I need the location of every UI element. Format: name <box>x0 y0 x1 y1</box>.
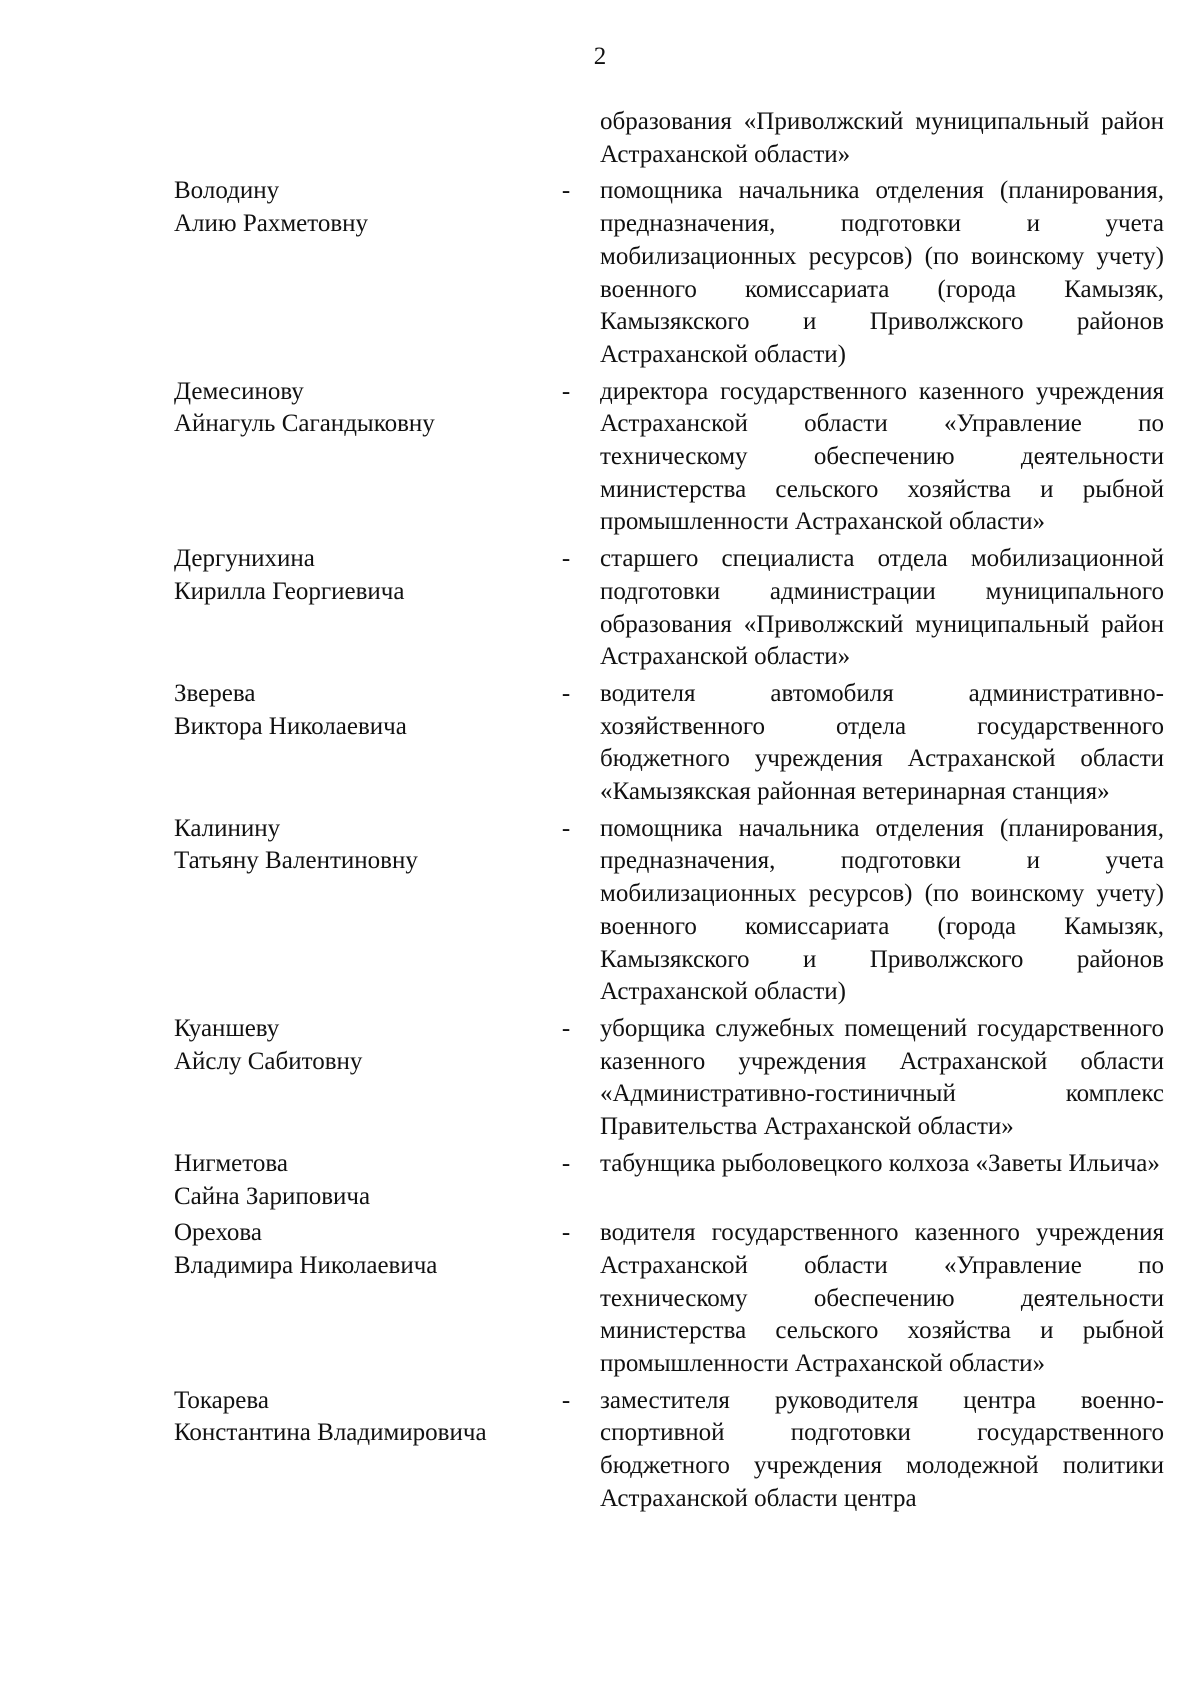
person-name <box>174 543 552 608</box>
dash-separator: - <box>561 1386 571 1414</box>
list-item <box>174 1013 1163 1144</box>
person-name <box>174 813 552 878</box>
continuation-text: образования «Приволжский муниципальный район Астраханской области» <box>600 108 1164 168</box>
continuation-row <box>174 106 1163 171</box>
dash-separator: - <box>561 377 571 405</box>
given-names: Айнагуль Сагандыковну <box>174 410 435 438</box>
list-item <box>174 376 1163 540</box>
position-description: заместителя руководителя центра военно-спортивной подготовки государственного бюджетного учреждения молодежной политики Астраханской области центра <box>600 1386 1164 1512</box>
surname: Куаншеву <box>174 1014 280 1042</box>
given-names: Владимира Николаевича <box>174 1251 438 1279</box>
dash-separator: - <box>561 1149 571 1177</box>
person-name <box>174 1148 552 1213</box>
position-description: уборщика служебных помещений государственного казенного учреждения Астраханской области «Административно-гостиничный комплекс Правительства Астраханской области» <box>600 1014 1164 1141</box>
list-item <box>174 678 1163 809</box>
person-name <box>174 1013 552 1078</box>
surname: Орехова <box>174 1219 262 1247</box>
list-item <box>174 1385 1163 1516</box>
person-name <box>174 175 552 240</box>
list-item <box>174 543 1163 674</box>
list-item <box>174 1148 1163 1213</box>
person-name <box>174 1385 552 1450</box>
given-names: Татьяну Валентиновну <box>174 847 418 875</box>
position-description: табунщика рыболовецкого колхоза «Заветы Ильича» <box>600 1149 1160 1177</box>
surname: Володину <box>174 177 280 205</box>
position-description: водителя государственного казенного учреждения Астраханской области «Управление по техническому обеспечению деятельности министерства сельского хозяйства и рыбной промышленности Астраханской области» <box>600 1219 1164 1378</box>
position-description: помощника начальника отделения (планирования, предназначения, подготовки и учета мобилизационных ресурсов) (по воинскому учету) военного комиссариата (города Камызяк, Камызякского и Приволжского районов Астраханской области) <box>600 177 1164 368</box>
surname: Калинину <box>174 814 281 842</box>
given-names: Кирилла Георгиевича <box>174 577 405 605</box>
page-number: 2 <box>593 43 607 70</box>
given-names: Константина Владимировича <box>174 1419 487 1447</box>
given-names: Алию Рахметовну <box>174 210 369 238</box>
dash-separator: - <box>561 177 571 205</box>
position-description: водителя автомобиля административно-хозяйственного отдела государственного бюджетного учреждения Астраханской области «Камызякская районная ветеринарная станция» <box>600 679 1164 806</box>
surname: Токарева <box>174 1386 269 1414</box>
person-name <box>174 1217 552 1282</box>
person-name <box>174 678 552 743</box>
dash-separator: - <box>561 1014 571 1042</box>
dash-separator: - <box>561 545 571 573</box>
surname: Нигметова <box>174 1149 288 1177</box>
dash-separator: - <box>561 814 571 842</box>
list-item <box>174 175 1163 371</box>
surname: Дергунихина <box>174 545 315 573</box>
position-description: помощника начальника отделения (планирования, предназначения, подготовки и учета мобилизационных ресурсов) (по воинскому учету) военного комиссариата (города Камызяк, Камызякского и Приволжского районов Астраханской области) <box>600 814 1164 1006</box>
list-item <box>174 813 1163 1009</box>
surname: Зверева <box>174 679 256 707</box>
position-description: старшего специалиста отдела мобилизационной подготовки администрации муниципального образования «Приволжский муниципальный район Астраханской области» <box>600 545 1164 671</box>
surname: Демесинову <box>174 377 304 405</box>
position-description: директора государственного казенного учреждения Астраханской области «Управление по техническому обеспечению деятельности министерства сельского хозяйства и рыбной промышленности Астраханской области» <box>600 377 1164 536</box>
given-names: Виктора Николаевича <box>174 712 407 740</box>
dash-separator: - <box>561 1219 571 1247</box>
dash-separator: - <box>561 679 571 707</box>
given-names: Айслу Сабитовну <box>174 1047 363 1075</box>
appointee-list <box>174 106 1163 1520</box>
given-names: Сайна Зариповича <box>174 1182 371 1210</box>
person-name <box>174 376 552 441</box>
list-item <box>174 1217 1163 1381</box>
